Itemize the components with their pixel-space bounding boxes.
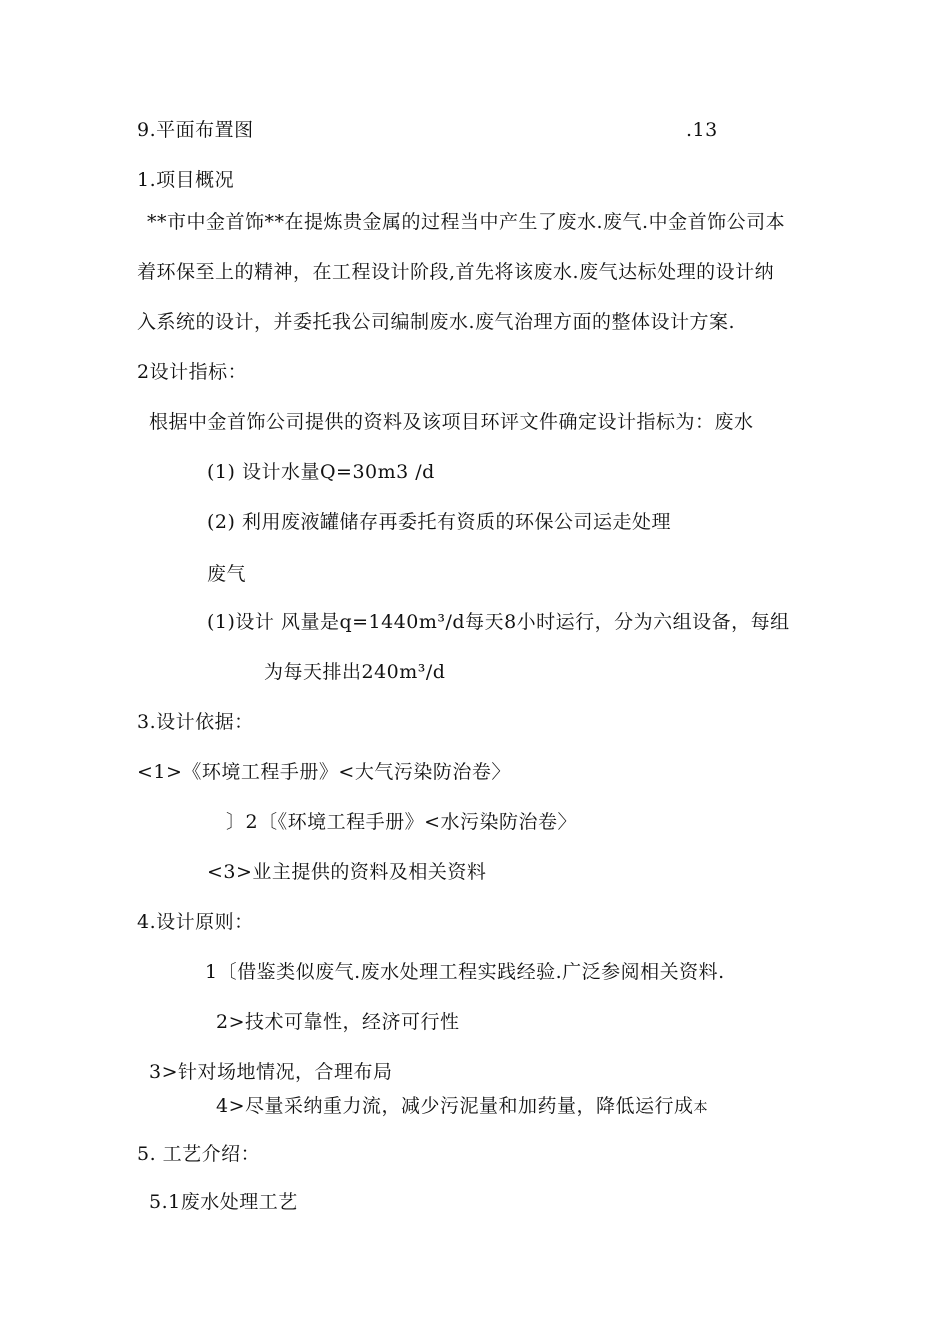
section-1-heading: 1.项目概况	[137, 169, 235, 191]
section-1-paragraph-line-3: 入系统的设计，并委托我公司编制废水.废气治理方面的整体设计方案.	[137, 311, 736, 333]
section-3-heading: 3.设计依据：	[137, 711, 254, 733]
principle-item-2: 2>技术可靠性，经济可行性	[216, 1011, 460, 1033]
water-item-2: (2) 利用废液罐储存再委托有资质的环保公司运走处理	[207, 511, 671, 533]
toc-entry-page: .13	[686, 119, 718, 141]
principle-item-4-tail: 本	[693, 1100, 709, 1116]
section-4-heading: 4.设计原则：	[137, 911, 254, 933]
reference-item-1: <1>《环境工程手册》<大气污染防治卷〉	[137, 761, 511, 783]
reference-item-3: <3>业主提供的资料及相关资料	[207, 861, 487, 883]
section-2-heading: 2设计指标：	[137, 361, 248, 383]
water-item-1: (1) 设计水量Q=30m3 /d	[207, 461, 435, 483]
principle-item-1: 1〔借鉴类似废气.废水处理工程实践经验.广泛参阅相关资料.	[205, 961, 725, 983]
principle-item-4	[216, 1094, 708, 1120]
reference-item-2: 〕2〔《环境工程手册》<水污染防治卷〉	[226, 811, 578, 833]
section-2-intro: 根据中金首饰公司提供的资料及该项目环评文件确定设计指标为：废水	[149, 411, 754, 433]
section-5-1-heading: 5.1废水处理工艺	[149, 1191, 298, 1213]
principle-item-3: 3>针对场地情况，合理布局	[149, 1061, 393, 1083]
gas-label: 废气	[207, 563, 247, 585]
toc-entry-title: 9.平面布置图	[137, 119, 254, 141]
section-1-paragraph-line-1: **市中金首饰**在提炼贵金属的过程当中产生了废水.废气.中金首饰公司本	[147, 211, 786, 233]
principle-item-4-main: 4>尽量采纳重力流，减少污泥量和加药量，降低运行成	[216, 1095, 694, 1117]
gas-item-1-continuation: 为每天排出240m³/d	[264, 661, 446, 683]
gas-item-1: (1)设计 风量是q=1440m³/d每天8小时运行，分为六组设备，每组	[207, 611, 790, 633]
section-1-paragraph-line-2: 着环保至上的精神，在工程设计阶段,首先将该废水.废气达标处理的设计纳	[137, 261, 775, 283]
section-5-heading: 5. 工艺介绍：	[137, 1143, 261, 1165]
